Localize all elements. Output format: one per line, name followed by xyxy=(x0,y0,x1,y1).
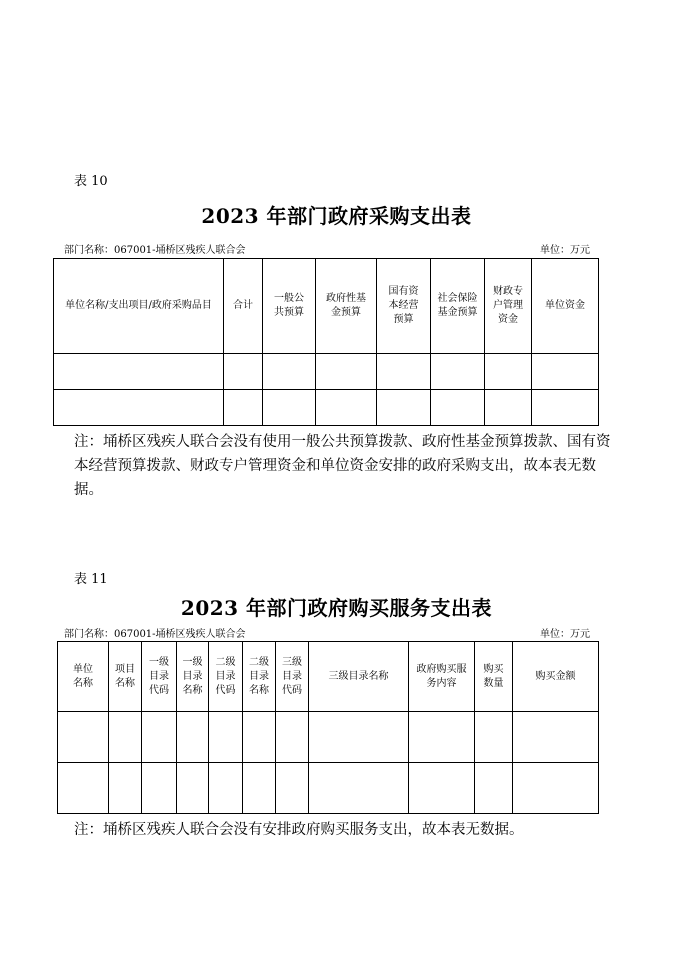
table-header-row xyxy=(54,259,599,354)
header-cell: 单位名称/支出项目/政府采购品目 xyxy=(54,259,224,354)
table10-note: 注：埇桥区残疾人联合会没有使用一般公共预算拨款、政府性基金预算拨款、国有资本经营预算拨款、财政专户管理资金和单位资金安排的政府采购支出，故本表无数据。 xyxy=(74,434,611,498)
table10-label: 表 10 xyxy=(74,174,108,189)
header-cell: 二级目录名称 xyxy=(243,642,276,712)
table10-title: 2023 年部门政府采购支出表 xyxy=(201,204,472,228)
table11-title: 2023 年部门政府购买服务支出表 xyxy=(180,596,493,620)
service-purchase-table xyxy=(57,641,599,814)
header-cell: 单位资金 xyxy=(532,259,599,354)
header-cell: 政府性基金预算 xyxy=(316,259,377,354)
header-cell: 三级目录名称 xyxy=(309,642,409,712)
table11-unit: 单位：万元 xyxy=(540,629,590,640)
header-cell: 国有资本经营预算 xyxy=(377,259,431,354)
table-row xyxy=(58,712,599,763)
header-cell: 购买数量 xyxy=(475,642,513,712)
header-cell: 购买金额 xyxy=(513,642,599,712)
table-header-row xyxy=(58,642,599,712)
header-cell: 财政专户管理资金 xyxy=(485,259,532,354)
header-cell: 合计 xyxy=(224,259,263,354)
table-row xyxy=(54,354,599,390)
table11-label: 表 11 xyxy=(74,572,108,587)
table-row xyxy=(54,390,599,426)
header-cell: 二级目录代码 xyxy=(209,642,243,712)
header-cell: 一般公共预算 xyxy=(263,259,316,354)
table11-note: 注：埇桥区残疾人联合会没有安排政府购买服务支出，故本表无数据。 xyxy=(74,822,524,838)
header-cell: 项目名称 xyxy=(109,642,142,712)
header-cell: 一级目录代码 xyxy=(142,642,177,712)
header-cell: 社会保险基金预算 xyxy=(431,259,485,354)
table10-department: 部门名称：067001-埇桥区残疾人联合会 xyxy=(64,245,246,256)
table11-department: 部门名称：067001-埇桥区残疾人联合会 xyxy=(64,629,246,640)
header-cell: 一级目录名称 xyxy=(177,642,209,712)
header-cell: 单位名称 xyxy=(58,642,109,712)
header-cell: 政府购买服务内容 xyxy=(409,642,475,712)
table10-unit: 单位：万元 xyxy=(540,245,590,256)
header-cell: 三级目录代码 xyxy=(276,642,309,712)
procurement-table xyxy=(53,258,599,426)
table-row xyxy=(58,763,599,814)
